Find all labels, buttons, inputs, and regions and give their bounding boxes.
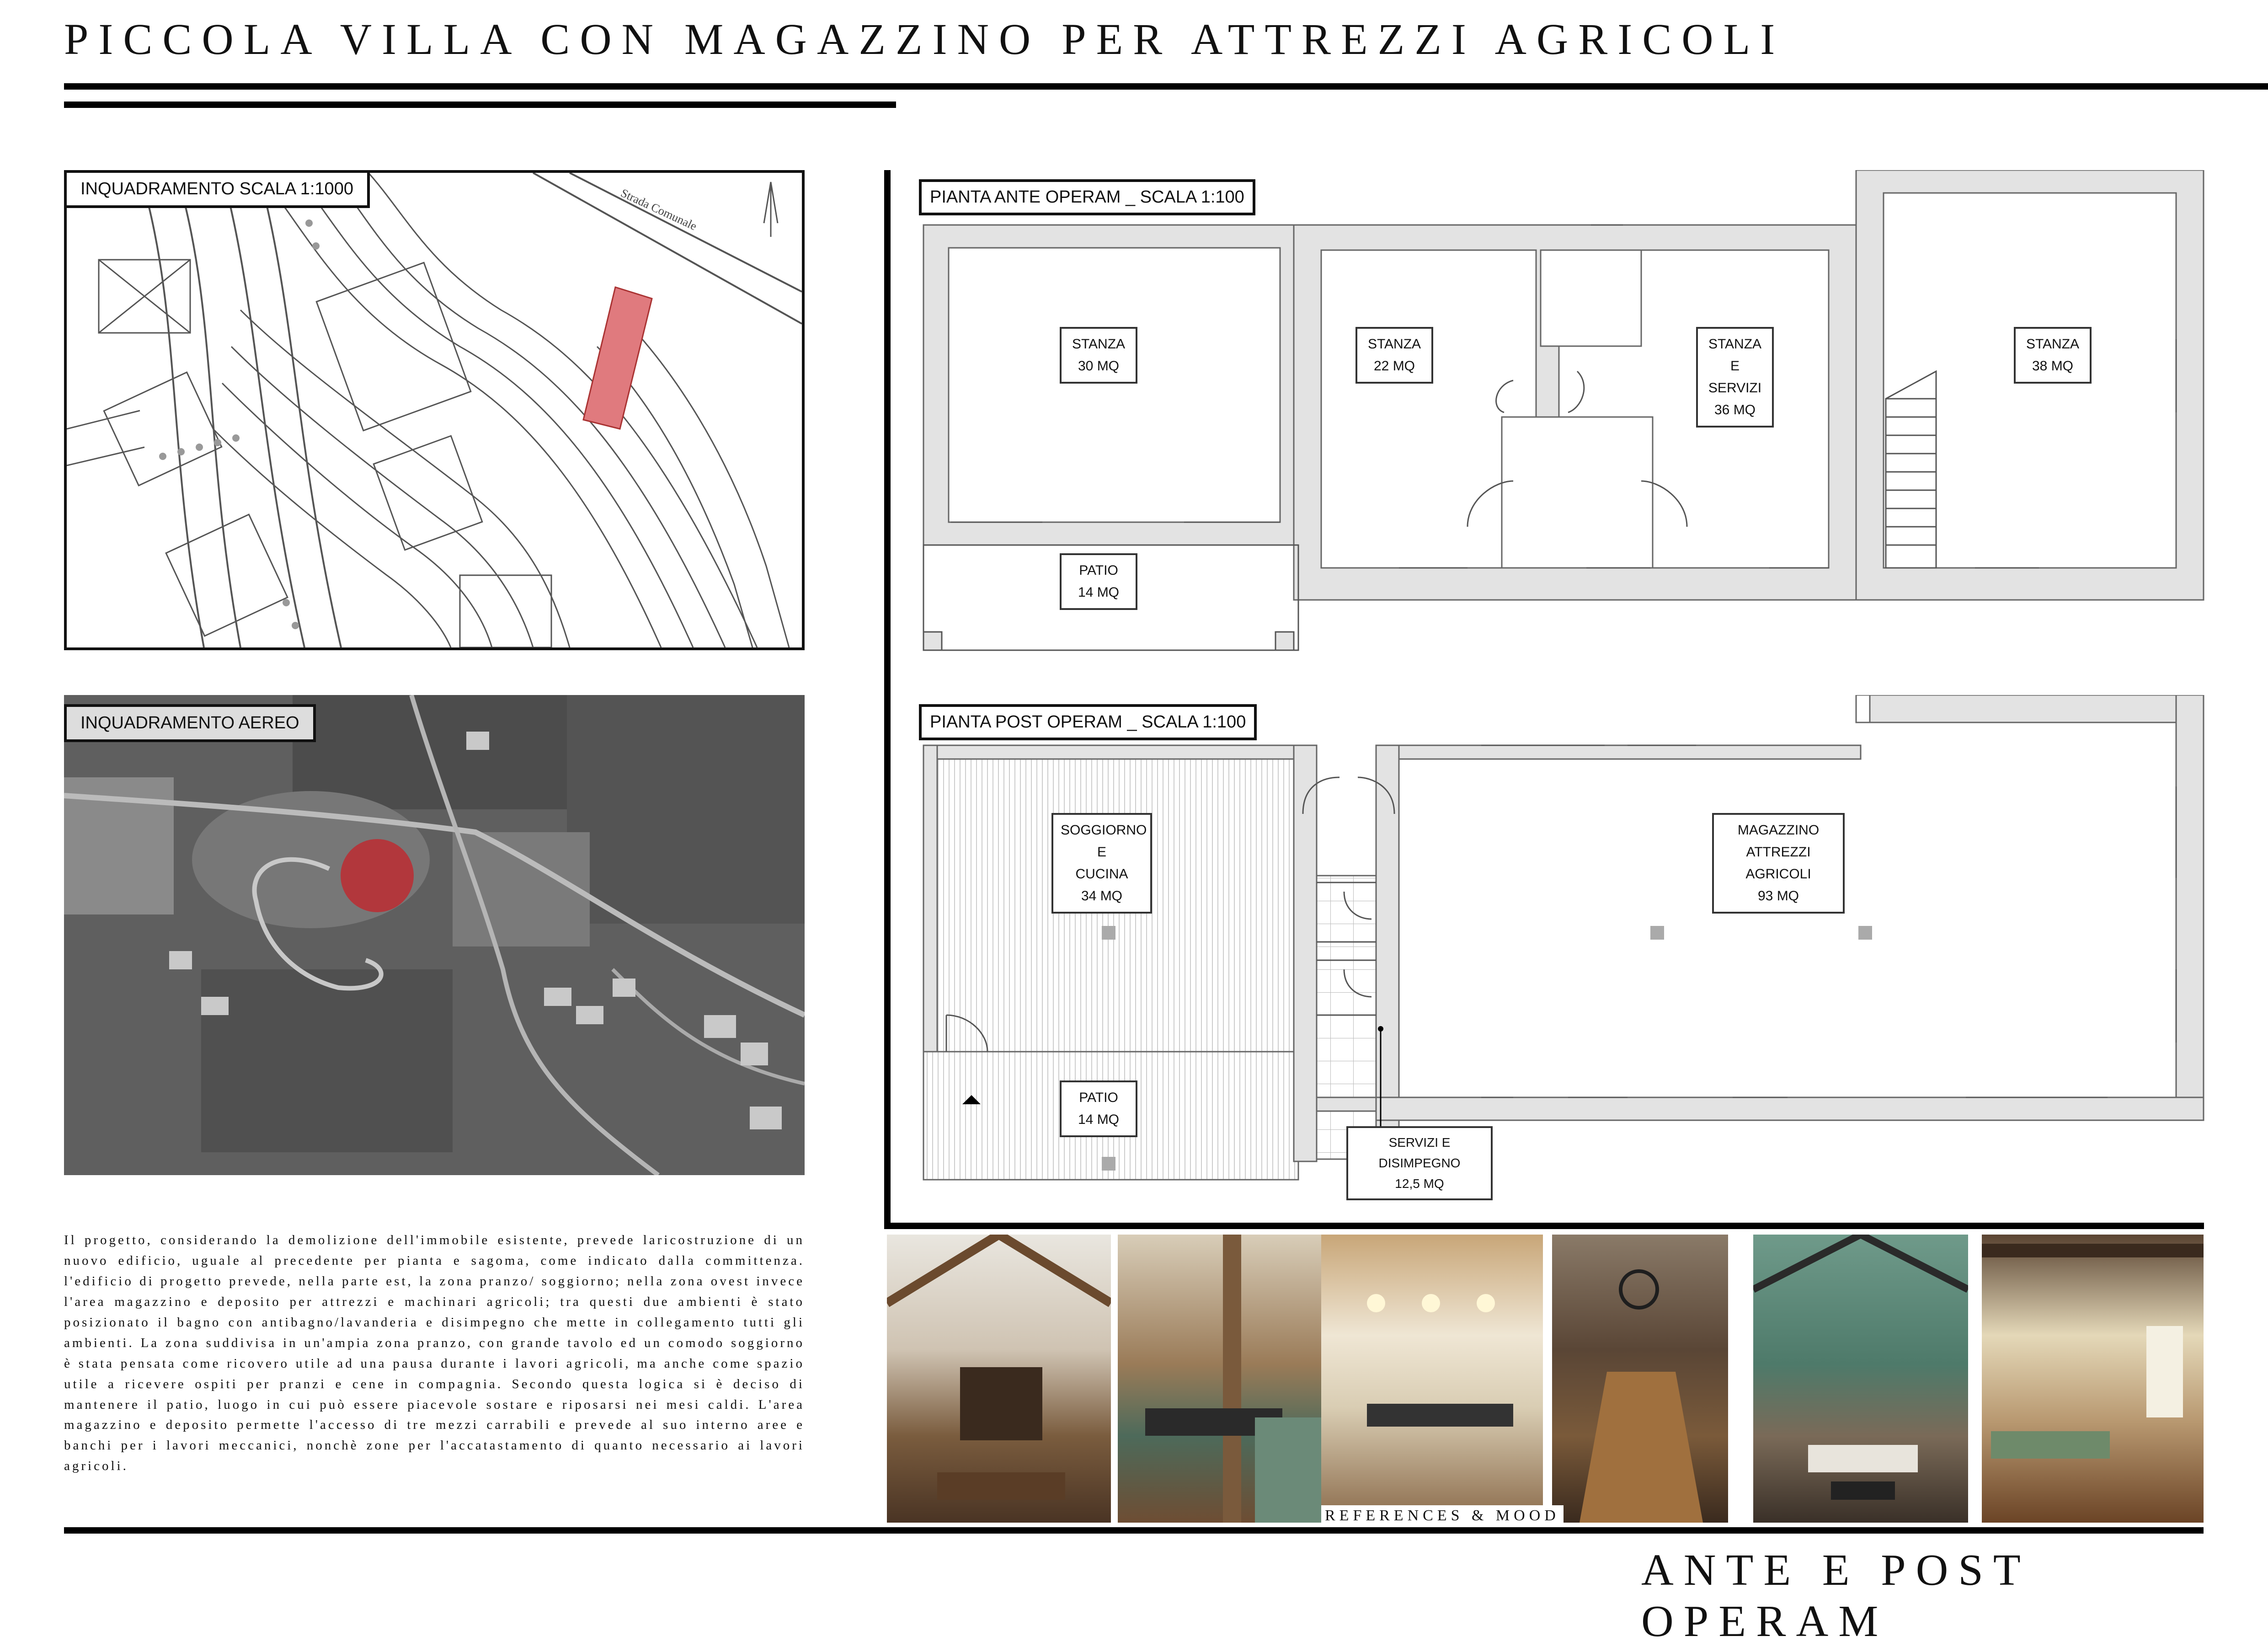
reference-photo-1-art [887, 1235, 1111, 1523]
header-rule-long [64, 83, 2268, 90]
post-room-magazzino: MAGAZZINO ATTREZZI AGRICOLI 93 MQ [1712, 813, 1845, 914]
aerial-location-marker [341, 839, 414, 912]
reference-photo-4 [1552, 1235, 1728, 1523]
reference-photo-1 [887, 1235, 1111, 1523]
reference-photo-5-art [1753, 1235, 1968, 1523]
ante-room-stanza-38: STANZA 38 MQ [2014, 327, 2092, 384]
reference-photo-6-art [1982, 1235, 2204, 1523]
ante-room-stanza-servizi: STANZA E SERVIZI 36 MQ [1696, 327, 1774, 428]
road-name: Strada Comunale [619, 186, 699, 233]
site-plan-label: INQUADRAMENTO SCALA 1:1000 [64, 170, 370, 208]
aerial-panel [64, 695, 805, 1175]
ante-operam-plan [919, 170, 2208, 655]
plans-divider-vertical [884, 170, 891, 1229]
post-operam-plan [919, 695, 2208, 1189]
reference-photo-3 [1321, 1235, 1543, 1523]
reference-photo-2-art [1118, 1235, 1339, 1523]
ante-room-patio: PATIO 14 MQ [1060, 553, 1137, 610]
ante-room-stanza-22: STANZA 22 MQ [1355, 327, 1433, 384]
ante-room-stanza-30: STANZA 30 MQ [1060, 327, 1137, 384]
site-highlight-building [583, 287, 652, 429]
reference-photo-6 [1982, 1235, 2204, 1523]
post-room-soggiorno: SOGGIORNO E CUCINA 34 MQ [1051, 813, 1152, 914]
ante-operam-label: PIANTA ANTE OPERAM _ SCALA 1:100 [919, 179, 1255, 215]
references-label: REFERENCES & MOOD [1321, 1505, 1564, 1526]
reference-photo-3-art [1321, 1235, 1543, 1523]
reference-photo-4-art [1552, 1235, 1728, 1523]
post-room-servizi: SERVIZI E DISIMPEGNO 12,5 MQ [1346, 1126, 1493, 1200]
site-plan-drawing [67, 173, 802, 647]
reference-photo-5 [1753, 1235, 1968, 1523]
post-operam-label: PIANTA POST OPERAM _ SCALA 1:100 [919, 704, 1257, 740]
footer-title: ANTE E POST OPERAM [1641, 1545, 2030, 1646]
header-rule-short [64, 102, 896, 108]
post-room-patio: PATIO 14 MQ [1060, 1080, 1137, 1137]
reference-photo-2 [1118, 1235, 1339, 1523]
page-title: PICCOLA VILLA CON MAGAZZINO PER ATTREZZI AGRICOLI [64, 15, 1785, 64]
project-description: Il progetto, considerando la demolizione dell'immobile esistente, prevede laricostruzione di un nuovo edificio, uguale al precedente per pianta e sagoma, come indicato dalla committenza. l'edificio di progetto prevede, nella parte est, la zona pranzo/ soggiorno; nella zona ovest invece l'area magazzino e deposito per attrezzi e machinari agricoli; tra questi due ambienti è stato posizionato il bagno con antibagno/lavanderia e disimpegno che mette in collegamento tutti gli ambienti. La zona suddivisa in un'ampia zona pranzo, con grande tavolo ed un comodo soggiorno è stata pensata come ricovero utile ad una pausa durante i lavori agricoli, ma anche come spazio utile a ricevere ospiti per pranzi e cene in compagnia. Secondo questa logica si è deciso di mantenere il patio, luogo in cui può essere piacevole sostare e riposarsi nei mesi caldi. L'area magazzino e deposito permette l'accesso di tre mezzi carrabili e prevede al suo interno aree e banchi per i lavori meccanici, nonchè zone per l'accatastamento di quanto necessario ai lavori agricoli. [64, 1233, 805, 1474]
aerial-image [64, 695, 805, 1175]
footer-rule [64, 1527, 2204, 1534]
aerial-label: INQUADRAMENTO AEREO [64, 704, 316, 742]
site-plan-panel [64, 170, 805, 650]
plans-divider-horizontal [884, 1223, 2204, 1229]
